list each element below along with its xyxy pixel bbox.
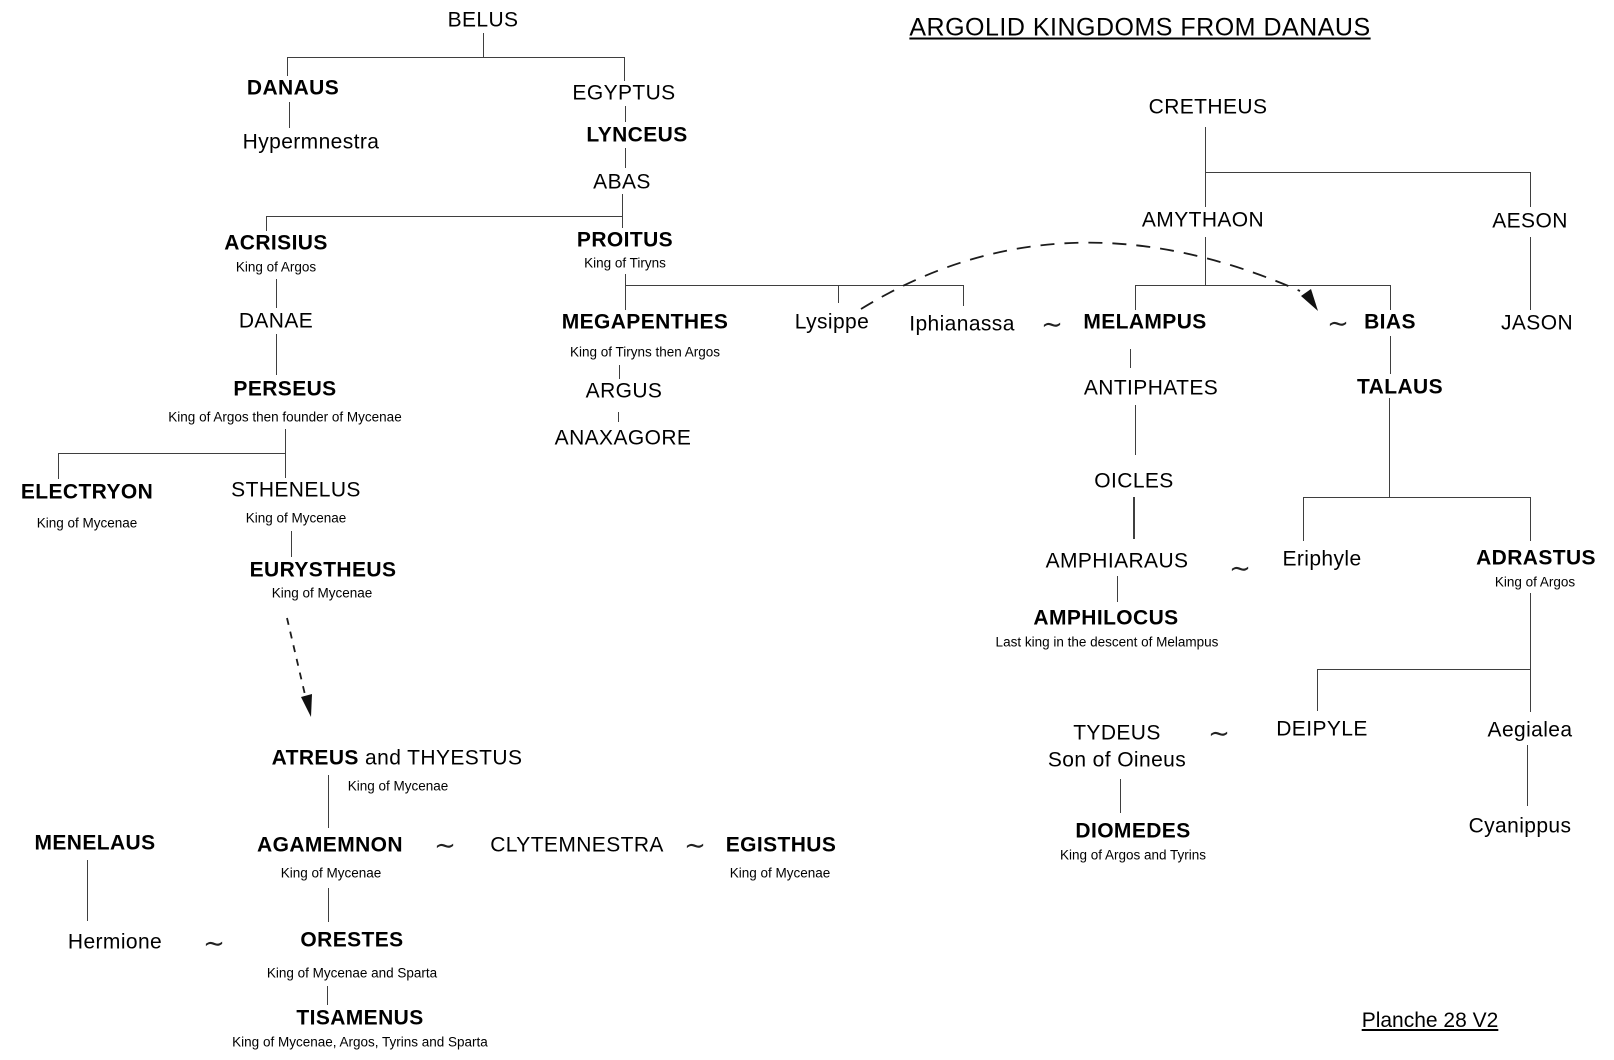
connector [625, 285, 963, 286]
person-agamemnon: AGAMEMNON [257, 833, 403, 857]
person-deipyle: DEIPYLE [1276, 717, 1368, 741]
connector [328, 775, 329, 828]
connector [291, 531, 292, 557]
connector [1135, 285, 1390, 286]
connector [1317, 669, 1318, 711]
person-acrisius: ACRISIUS [224, 231, 328, 255]
marriage-tilde: ∼ [1229, 553, 1251, 583]
person-tisamenus-note: King of Mycenae, Argos, Tyrins and Sparta [232, 1034, 488, 1050]
person-eurystheus: EURYSTHEUS [249, 558, 397, 582]
connector [285, 429, 286, 478]
connector [1530, 497, 1531, 541]
person-megapenthes: MEGAPENTHES [561, 310, 729, 334]
person-thyestus: and THYESTUS [358, 746, 523, 770]
person-tydeus: TYDEUS [1073, 721, 1161, 745]
connector [1317, 669, 1530, 670]
person-diomedes: DIOMEDES [1075, 819, 1191, 843]
person-jason: JASON [1500, 311, 1574, 335]
person-aegialea: Aegialea [1487, 718, 1573, 742]
connector [276, 279, 277, 308]
person-antiphates: ANTIPHATES [1083, 376, 1219, 400]
marriage-tilde: ∼ [684, 830, 706, 860]
person-egyptus: EGYPTUS [572, 81, 676, 105]
melampus-bias-dashed-arc-arrow [861, 243, 1300, 309]
person-electryon-note: King of Mycenae [36, 515, 138, 531]
connector [1303, 497, 1304, 541]
connector [1117, 576, 1118, 602]
connector [1530, 172, 1531, 207]
arrowhead [301, 694, 312, 717]
connector [1130, 349, 1131, 368]
connector [58, 453, 285, 454]
connector [625, 148, 626, 168]
connector [276, 334, 277, 375]
person-atreus: ATREUS [271, 746, 359, 770]
page-title: ARGOLID KINGDOMS FROM DANAUS [909, 13, 1371, 42]
person-argus: ARGUS [585, 379, 663, 403]
connector [624, 57, 625, 81]
person-danaus: DANAUS [246, 76, 340, 100]
connector [1205, 172, 1530, 173]
connector [287, 57, 288, 76]
connector [58, 453, 59, 479]
eurystheus-atreus-dashed-arrow [287, 618, 306, 699]
person-proitus: PROITUS [576, 228, 674, 252]
person-anaxagore: ANAXAGORE [554, 426, 692, 450]
person-sthenelus-note: King of Mycenae [245, 510, 347, 526]
person-menelaus: MENELAUS [34, 831, 156, 855]
person-abas: ABAS [593, 170, 651, 194]
person-amythaon: AMYTHAON [1141, 208, 1265, 232]
person-perseus-note: King of Argos then founder of Mycenae [168, 409, 402, 425]
marriage-tilde: ∼ [1208, 718, 1230, 748]
person-atreus-thyestus [272, 748, 523, 769]
connector [483, 33, 484, 57]
connector [1303, 497, 1530, 498]
connector [619, 365, 620, 379]
connector [1390, 336, 1391, 374]
arrowhead [1301, 289, 1318, 311]
marriage-tilde: ∼ [1041, 309, 1063, 339]
connector [1530, 237, 1531, 310]
person-proitus-note: King of Tiryns [584, 255, 666, 271]
person-cyanippus: Cyanippus [1468, 814, 1572, 838]
connector [289, 102, 290, 128]
connector [622, 194, 623, 228]
person-hypermnestra: Hypermnestra [242, 130, 380, 154]
person-amphilocus-note: Last king in the descent of Melampus [995, 634, 1219, 650]
person-egisthus: EGISTHUS [725, 833, 837, 857]
connector [618, 412, 619, 422]
connector [266, 216, 267, 231]
connector [1527, 745, 1528, 806]
connector [1133, 497, 1135, 539]
person-adrastus: ADRASTUS [1476, 546, 1596, 570]
marriage-tilde: ∼ [1327, 308, 1349, 338]
connector [625, 274, 626, 310]
connector [1389, 398, 1390, 497]
person-sthenelus: STHENELUS [231, 478, 361, 502]
person-acrisius-note: King of Argos [235, 259, 317, 275]
person-atreus-note: King of Mycenae [347, 778, 449, 794]
person-tydeus-note: Son of Oineus [1047, 748, 1187, 772]
person-adrastus-note: King of Argos [1494, 574, 1576, 590]
person-danae: DANAE [238, 309, 314, 333]
person-clytemnestra: CLYTEMNESTRA [490, 833, 664, 857]
person-agamemnon-note: King of Mycenae [280, 865, 382, 881]
connector [625, 106, 626, 122]
person-melampus: MELAMPUS [1083, 310, 1207, 334]
person-lynceus: LYNCEUS [586, 123, 688, 147]
person-eriphyle: Eriphyle [1282, 547, 1362, 571]
person-cretheus: CRETHEUS [1148, 95, 1268, 119]
connector [1205, 237, 1206, 285]
connector [87, 860, 88, 921]
connector [266, 216, 622, 217]
connector [1390, 285, 1391, 310]
person-talaus: TALAUS [1356, 375, 1444, 399]
connector [1135, 405, 1136, 455]
person-megapenthes-note: King of Tiryns then Argos [569, 344, 721, 360]
connector [1135, 285, 1136, 310]
person-diomedes-note: King of Argos and Tyrins [1059, 847, 1207, 863]
person-belus: BELUS [447, 8, 519, 32]
person-lysippe: Lysippe [794, 310, 870, 334]
connector [1530, 593, 1531, 669]
marriage-tilde: ∼ [203, 928, 225, 958]
person-egisthus-note: King of Mycenae [729, 865, 831, 881]
person-perseus: PERSEUS [233, 377, 337, 401]
person-eurystheus-note: King of Mycenae [271, 585, 373, 601]
connector [328, 888, 329, 922]
person-aeson: AESON [1492, 209, 1568, 233]
person-hermione: Hermione [67, 930, 163, 954]
plate-label: Planche 28 V2 [1361, 1009, 1499, 1032]
person-oicles: OICLES [1094, 469, 1174, 493]
connector [1205, 127, 1206, 207]
person-amphilocus: AMPHILOCUS [1033, 606, 1179, 630]
person-orestes: ORESTES [300, 928, 404, 952]
connector [963, 285, 964, 306]
connector [287, 57, 624, 58]
person-tisamenus: TISAMENUS [296, 1006, 424, 1030]
connector [1120, 779, 1121, 813]
person-orestes-note: King of Mycenae and Sparta [266, 965, 438, 981]
connector [1530, 669, 1531, 712]
person-iphianassa: Iphianassa [909, 312, 1015, 336]
connector [838, 285, 839, 303]
person-bias: BIAS [1364, 310, 1416, 334]
connector [327, 986, 328, 1005]
person-amphiaraus: AMPHIARAUS [1045, 549, 1189, 573]
marriage-tilde: ∼ [434, 830, 456, 860]
person-electryon: ELECTRYON [20, 480, 154, 504]
